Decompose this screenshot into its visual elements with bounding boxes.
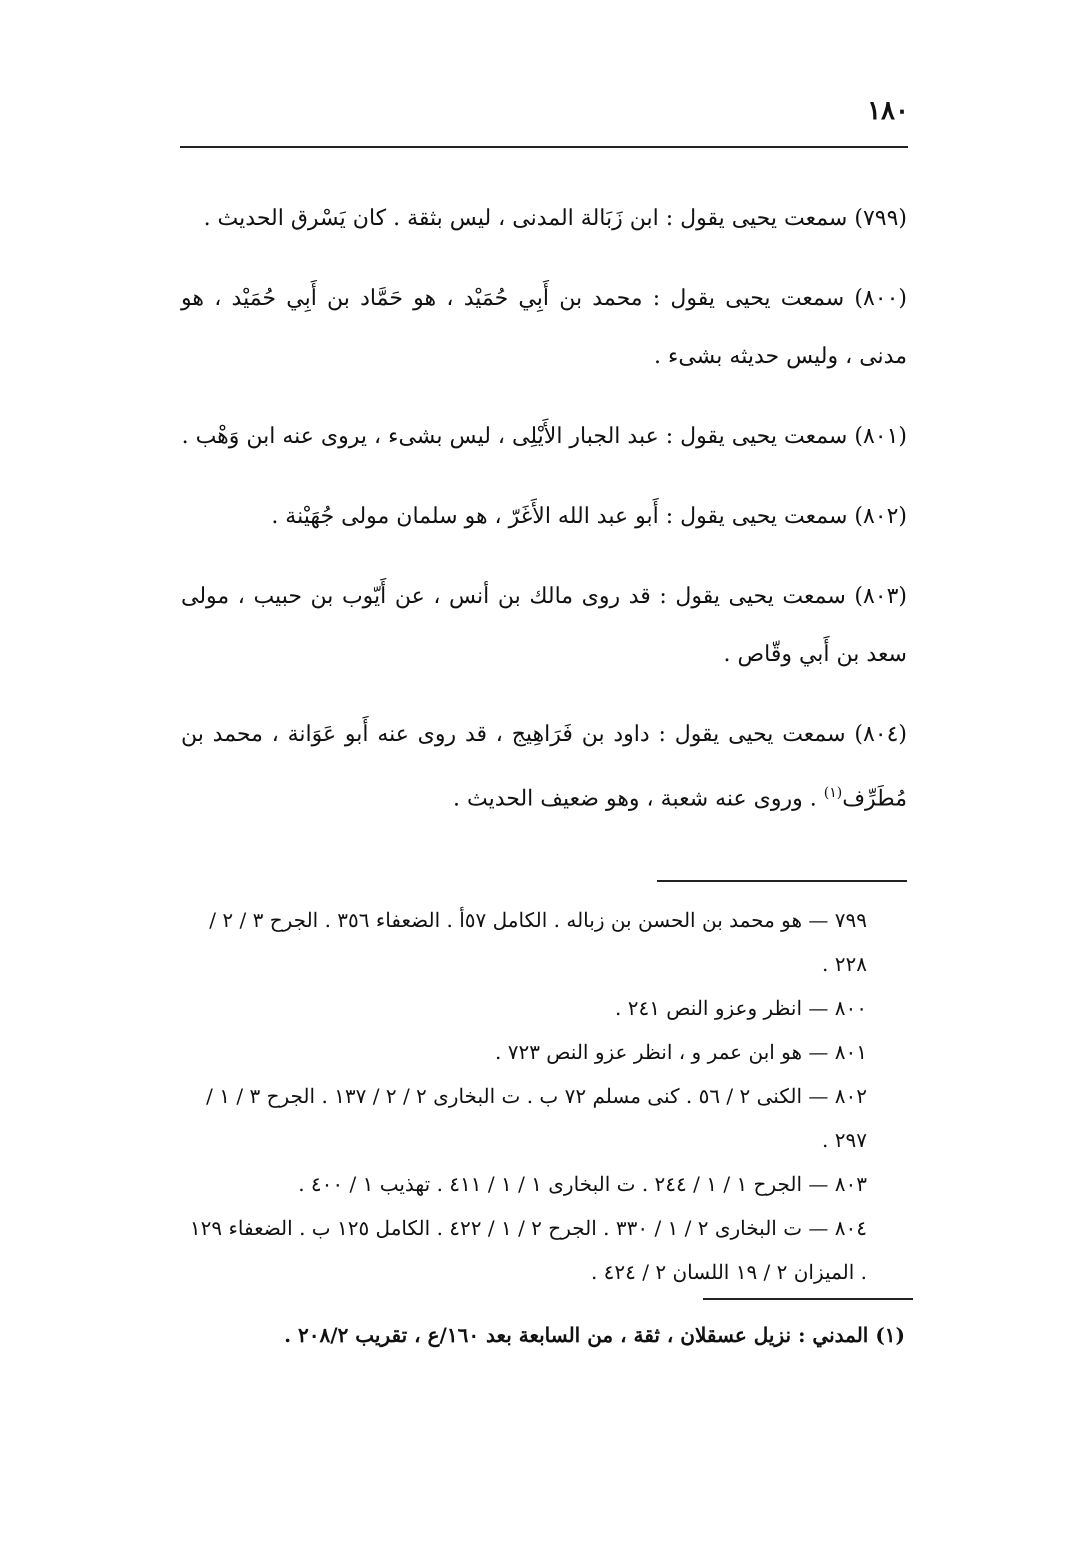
- note-800: ٨٠٠ — انظر وعزو النص ٢٤١ .: [614, 996, 867, 1020]
- footnote-divider: [703, 1298, 913, 1300]
- footnote: (١) المدني : نزيل عسقلان ، ثقة ، من السابعة بعد ١٦٠/ع ، تقريب ٢٠٨/٢ .: [284, 1323, 905, 1347]
- entry-804-text: (٨٠٤) سمعت يحيى يقول : داود بن فَرَاهِيج ، قد روى عنه أَبو عَوَانة ، محمد بن مُطَرِّف: [181, 722, 907, 812]
- footnote-ref: (١): [823, 785, 843, 801]
- notes-list: [181, 898, 867, 1294]
- entry-800: (٨٠٠) سمعت يحيى يقول : محمد بن أَبِي حُمَيْد ، هو حَمَّاد بن أَبِي حُمَيْد ، هو مدنى ، وليس حديثه بشىء .: [181, 286, 907, 369]
- note-801: ٨٠١ — هو ابن عمر و ، انظر عزو النص ٧٢٣ .: [494, 1040, 867, 1064]
- note-803: ٨٠٣ — الجرح ١ / ١ / ٢٤٤ . ت البخارى ١ / ١ / ٤١١ . تهذيب ١ / ٤٠٠ .: [298, 1172, 867, 1196]
- note-804: ٨٠٤ — ت البخارى ٢ / ١ / ٣٣٠ . الجرح ٢ / ١ / ٤٢٢ . الكامل ١٢٥ ب . الضعفاء ١٢٩ . الميزان ٢ / ١٩ اللسان ٢ / ٤٢٤ .: [189, 1216, 867, 1284]
- entry-801: (٨٠١) سمعت يحيى يقول : عبد الجبار الأَيْلِى ، ليس بشىء ، يروى عنه ابن وَهْب .: [181, 424, 907, 449]
- entries-list: [181, 168, 907, 840]
- notes-divider: [657, 880, 907, 882]
- note-799: ٧٩٩ — هو محمد بن الحسن بن زباله . الكامل ٥٧أ . الضعفاء ٣٥٦ . الجرح ٣ / ٢ / ٢٢٨ .: [209, 908, 867, 976]
- entry-803: (٨٠٣) سمعت يحيى يقول : قد روى مالك بن أنس ، عن أَيّوب بن حبيب ، مولى سعد بن أَبي وقّاص .: [181, 584, 907, 667]
- entry-804: [181, 706, 907, 828]
- entry-802: (٨٠٢) سمعت يحيى يقول : أَبو عبد الله الأَغَرّ ، هو سلمان مولى جُهَيْنة .: [271, 504, 907, 529]
- entry-799: (٧٩٩) سمعت يحيى يقول : ابن زَبَالة المدنى ، ليس بثقة . كان يَسْرق الحديث .: [203, 206, 907, 231]
- page-number: ١٨٠: [867, 96, 909, 126]
- entry-804-tail: . وروى عنه شعبة ، وهو ضعيف الحديث .: [453, 786, 824, 812]
- note-802: ٨٠٢ — الكنى ٢ / ٥٦ . كنى مسلم ٧٢ ب . ت البخارى ٢ / ٢ / ١٣٧ . الجرح ٣ / ١ / ٢٩٧ .: [206, 1084, 867, 1152]
- header-divider: [180, 146, 908, 148]
